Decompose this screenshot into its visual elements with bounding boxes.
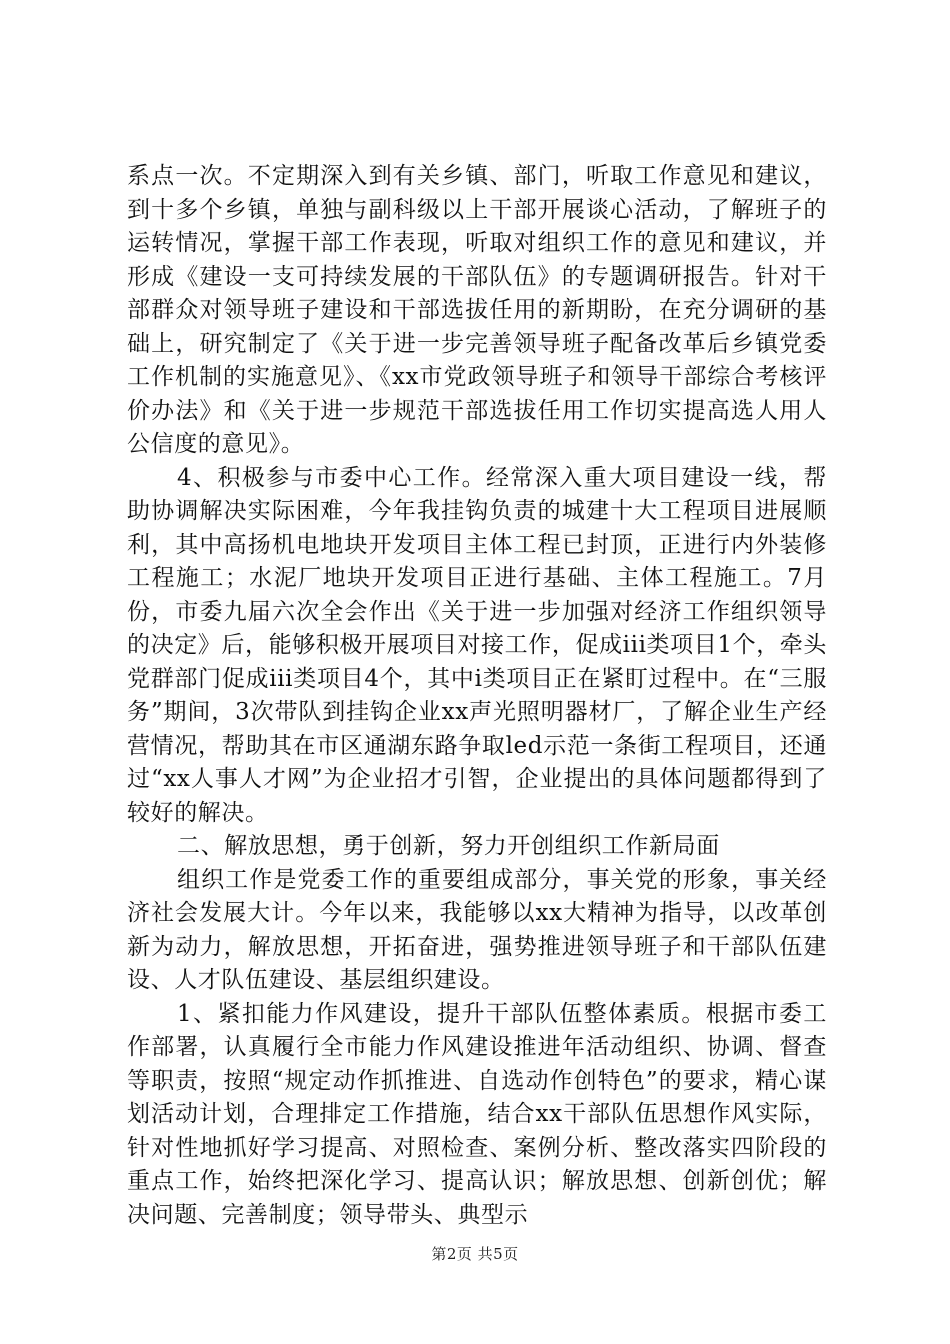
paragraph-item-4: 4、积极参与市委中心工作。经常深入重大项目建设一线，帮助协调解决实际困难，今年我挂钩负责的城建十大工程项目进展顺利，其中高扬机电地块开发项目主体工程已封顶，正进行内外装修工程施工；水泥厂地块开发项目正进行基础、主体工程施工。7月份，市委九届六次全会作出《关于进一步加强对经济工作组织领导的决定》后，能够积极开展项目对接工作，促成iii类项目1个，牵头党群部门促成iii类项目4个，其中i类项目正在紧盯过程中。在“三服务”期间，3次带队到挂钩企业xx声光照明器材厂，了解企业生产经营情况，帮助其在市区通湖东路争取led示范一条街工程项目，还通过“xx人事人才网”为企业招才引智，企业提出的具体问题都得到了较好的解决。 [127,464,827,826]
section-heading-2: 二、解放思想，勇于创新，努力开创组织工作新局面 [177,833,720,859]
paragraph-section-intro: 组织工作是党委工作的重要组成部分，事关党的形象，事关经济社会发展大计。今年以来，我能够以xx大精神为指导，以改革创新为动力，解放思想，开拓奋进，强势推进领导班子和干部队伍建设、人才队伍建设、基层组织建设。 [127,866,827,993]
paragraph-item-1: 1、紧扣能力作风建设，提升干部队伍整体素质。根据市委工作部署，认真履行全市能力作风建设推进年活动组织、协调、督查等职责，按照“规定动作抓推进、自选动作创特色”的要求，精心谋划活动计划，合理排定工作措施，结合xx干部队伍思想作风实际，针对性地抓好学习提高、对照检查、案例分析、整改落实四阶段的重点工作，始终把深化学习、提高认识；解放思想、创新创优；解决问题、完善制度；领导带头、典型示 [127,1000,827,1228]
paragraph-continuation: 系点一次。不定期深入到有关乡镇、部门，听取工作意见和建议，到十多个乡镇，单独与副科级以上干部开展谈心活动，了解班子的运转情况，掌握干部工作表现，听取对组织工作的意见和建议，并形成《建设一支可持续发展的干部队伍》的专题调研报告。针对干部群众对领导班子建设和干部选拔任用的新期盼，在充分调研的基础上，研究制定了《关于进一步完善领导班子配备改革后乡镇党委工作机制的实施意见》、《xx市党政领导班子和领导干部综合考核评价办法》和《关于进一步规范干部选拔任用工作切实提高选人用人公信度的意见》。 [127,163,827,457]
document-body [127,160,827,1232]
page-number-footer: 第2页 共5页 [431,1245,519,1263]
